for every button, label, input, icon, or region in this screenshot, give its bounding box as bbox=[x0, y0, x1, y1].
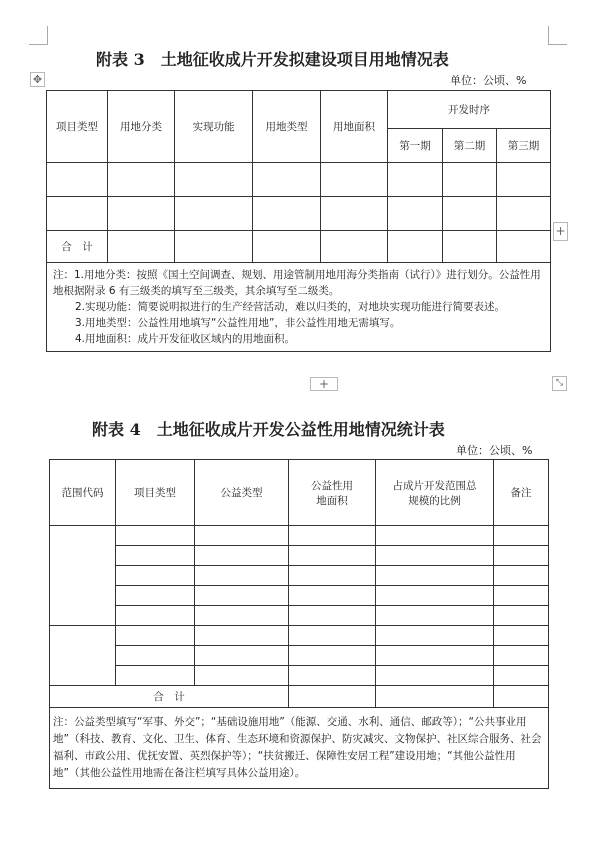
table-cell[interactable] bbox=[494, 546, 549, 566]
table-cell[interactable] bbox=[195, 626, 289, 646]
table4-header-public-area: 公益性用地面积 bbox=[289, 460, 376, 526]
table3-header-land-type: 用地类型 bbox=[253, 91, 321, 163]
table4-header-ratio: 占成片开发范围总规模的比例 bbox=[376, 460, 494, 526]
table-cell[interactable] bbox=[494, 686, 549, 708]
table4-header-public-type: 公益类型 bbox=[195, 460, 289, 526]
table4-total-label: 合 计 bbox=[50, 686, 289, 708]
table-cell[interactable] bbox=[494, 586, 549, 606]
table3-note-3: 3.用地类型：公益性用地填写“公益性用地”，非公益性用地无需填写。 bbox=[75, 317, 401, 329]
table-cell[interactable] bbox=[376, 526, 494, 546]
table-cell[interactable] bbox=[289, 546, 376, 566]
resize-icon: ⤡ bbox=[555, 378, 564, 388]
table-cell[interactable] bbox=[253, 231, 321, 263]
table-cell[interactable] bbox=[376, 646, 494, 666]
table-cell[interactable] bbox=[289, 666, 376, 686]
move-icon: ✥ bbox=[32, 73, 43, 86]
table3-header-function: 实现功能 bbox=[175, 91, 253, 163]
table-cell[interactable] bbox=[108, 163, 175, 197]
table-move-handle[interactable] bbox=[30, 72, 45, 87]
table-cell[interactable] bbox=[50, 526, 116, 626]
table3-note-1: 注：1.用地分类：按照《国土空间调查、规划、用途管制用地用海分类指南（试行）》进行划分。公益性用地根据附录 6 有三级类的填写至三级类，其余填写至二级类。 bbox=[53, 269, 541, 297]
table3-total-label: 合 计 bbox=[47, 231, 108, 263]
table-cell[interactable] bbox=[321, 197, 388, 231]
table-cell[interactable] bbox=[289, 566, 376, 586]
table-cell[interactable] bbox=[376, 566, 494, 586]
table-cell[interactable] bbox=[388, 231, 443, 263]
table3-header-land-category: 用地分类 bbox=[108, 91, 175, 163]
plus-icon: + bbox=[555, 224, 566, 238]
table-cell[interactable] bbox=[116, 626, 195, 646]
table-row bbox=[50, 666, 549, 686]
table-cell[interactable] bbox=[175, 231, 253, 263]
table4-note: 注：公益类型填写“军事、外交”；“基础设施用地”（能源、交通、水利、通信、邮政等）；“公共事业用地”（科技、教育、文化、卫生、体育、生态环境和资源保护、防灾减灾、文物保护、社区综合服务、社会福利、市政公用、优抚安置、英烈保护等）；“扶贫搬迁、保障性安居工程”建设用地；“其他公益性用地”（其他公益性用地需在备注栏填写具体公益用途）。 bbox=[50, 708, 549, 789]
table3-note-4: 4.用地面积：成片开发征收区域内的用地面积。 bbox=[75, 333, 296, 345]
table-cell[interactable] bbox=[443, 231, 497, 263]
table-cell[interactable] bbox=[195, 546, 289, 566]
table-row bbox=[47, 197, 551, 231]
table-cell[interactable] bbox=[289, 646, 376, 666]
table-cell[interactable] bbox=[289, 686, 376, 708]
table-cell[interactable] bbox=[443, 197, 497, 231]
table-cell[interactable] bbox=[388, 163, 443, 197]
table-cell[interactable] bbox=[116, 666, 195, 686]
table-cell[interactable] bbox=[108, 197, 175, 231]
table3-header-phase-1: 第一期 bbox=[388, 129, 443, 163]
table-cell[interactable] bbox=[289, 526, 376, 546]
table-cell[interactable] bbox=[47, 197, 108, 231]
table3-header-phase-3: 第三期 bbox=[497, 129, 551, 163]
table-cell[interactable] bbox=[376, 586, 494, 606]
table3-note-2: 2.实现功能：简要说明拟进行的生产经营活动，难以归类的，对地块实现功能进行简要表述。 bbox=[75, 301, 506, 313]
plus-icon: + bbox=[318, 377, 330, 391]
table-row bbox=[50, 606, 549, 626]
table3-header-phase-2: 第二期 bbox=[443, 129, 497, 163]
table4-unit: 单位：公顷、% bbox=[456, 444, 533, 457]
table3-title: 附表 3 土地征收成片开发拟建设项目用地情况表 bbox=[96, 50, 449, 69]
add-row-button[interactable] bbox=[310, 377, 338, 391]
table3-header-project-type: 项目类型 bbox=[47, 91, 108, 163]
table-resize-handle[interactable] bbox=[552, 376, 567, 391]
table-cell[interactable] bbox=[376, 686, 494, 708]
table-row bbox=[50, 646, 549, 666]
table-cell[interactable] bbox=[116, 566, 195, 586]
table-row bbox=[50, 566, 549, 586]
table-cell[interactable] bbox=[376, 666, 494, 686]
table3-total-row bbox=[47, 231, 551, 263]
crop-mark-top-right bbox=[548, 26, 567, 45]
table-row bbox=[50, 546, 549, 566]
table-cell[interactable] bbox=[494, 646, 549, 666]
table-cell[interactable] bbox=[195, 566, 289, 586]
table-row bbox=[50, 586, 549, 606]
table4-header-project-type: 项目类型 bbox=[116, 460, 195, 526]
table-cell[interactable] bbox=[195, 646, 289, 666]
table3-notes bbox=[47, 263, 551, 352]
table-cell[interactable] bbox=[195, 526, 289, 546]
crop-mark-top-left bbox=[29, 26, 48, 45]
table4-title: 附表 4 土地征收成片开发公益性用地情况统计表 bbox=[92, 420, 445, 439]
table-cell[interactable] bbox=[253, 163, 321, 197]
table-cell[interactable] bbox=[116, 606, 195, 626]
table-cell[interactable] bbox=[175, 197, 253, 231]
table-cell[interactable] bbox=[195, 586, 289, 606]
table-cell[interactable] bbox=[50, 626, 116, 686]
table3 bbox=[46, 90, 551, 352]
table-cell[interactable] bbox=[116, 546, 195, 566]
table-row bbox=[50, 626, 549, 646]
add-column-button[interactable] bbox=[553, 222, 568, 241]
table-cell[interactable] bbox=[108, 231, 175, 263]
table-cell[interactable] bbox=[388, 197, 443, 231]
table-cell[interactable] bbox=[494, 666, 549, 686]
table4-total-row bbox=[50, 686, 549, 708]
table-row bbox=[47, 163, 551, 197]
table-cell[interactable] bbox=[494, 526, 549, 546]
table-cell[interactable] bbox=[321, 231, 388, 263]
table-row bbox=[50, 526, 549, 546]
table-cell[interactable] bbox=[497, 231, 551, 263]
table-cell[interactable] bbox=[195, 606, 289, 626]
table-cell[interactable] bbox=[289, 586, 376, 606]
table4-header-remark: 备注 bbox=[494, 460, 549, 526]
table-cell[interactable] bbox=[116, 586, 195, 606]
table-cell[interactable] bbox=[289, 606, 376, 626]
table-cell[interactable] bbox=[47, 163, 108, 197]
table-cell[interactable] bbox=[494, 606, 549, 626]
table-cell[interactable] bbox=[253, 197, 321, 231]
table-cell[interactable] bbox=[116, 526, 195, 546]
table-cell[interactable] bbox=[443, 163, 497, 197]
table3-header-land-area: 用地面积 bbox=[321, 91, 388, 163]
table-cell[interactable] bbox=[494, 566, 549, 586]
table3-header-dev-sequence: 开发时序 bbox=[388, 91, 551, 129]
table-cell[interactable] bbox=[497, 197, 551, 231]
table4-header-scope-code: 范围代码 bbox=[50, 460, 116, 526]
table-cell[interactable] bbox=[175, 163, 253, 197]
table3-unit: 单位：公顷、% bbox=[450, 74, 527, 87]
table-cell[interactable] bbox=[289, 626, 376, 646]
table-cell[interactable] bbox=[376, 546, 494, 566]
table-cell[interactable] bbox=[494, 626, 549, 646]
table-cell[interactable] bbox=[116, 646, 195, 666]
table-cell[interactable] bbox=[376, 626, 494, 646]
table-cell[interactable] bbox=[497, 163, 551, 197]
table-cell[interactable] bbox=[195, 666, 289, 686]
table-cell[interactable] bbox=[376, 606, 494, 626]
table4 bbox=[49, 459, 549, 789]
table-cell[interactable] bbox=[321, 163, 388, 197]
